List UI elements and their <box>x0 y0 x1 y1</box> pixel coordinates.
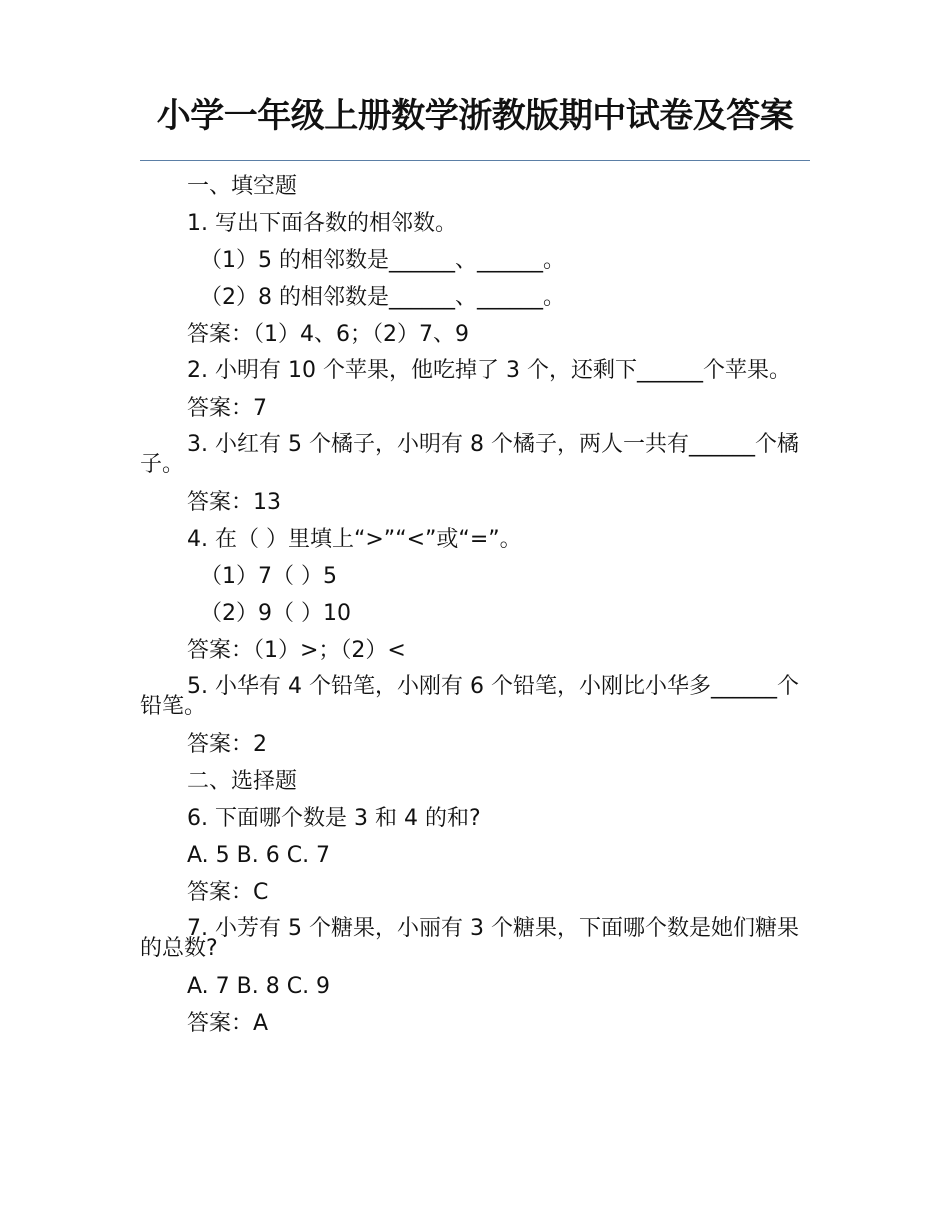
answer-1: 答案：（1）4、6；（2）7、9 <box>187 322 469 347</box>
question-3: 3. 小红有 5 个橘子，小明有 8 个橘子，两人一共有______个橘子。 <box>140 432 799 477</box>
answer-7: 答案：A <box>187 1011 269 1036</box>
answer-2: 答案：7 <box>187 396 267 421</box>
answer-4: 答案：（1）>；（2）< <box>187 638 406 663</box>
question-6: 6. 下面哪个数是 3 和 4 的和? <box>187 806 481 831</box>
document-body <box>140 176 810 1050</box>
question-5: 5. 小华有 4 个铅笔，小刚有 6 个铅笔，小刚比小华多______个铅笔。 <box>140 674 799 719</box>
title-divider <box>140 160 810 161</box>
question-6-options: A. 5 B. 6 C. 7 <box>187 843 331 868</box>
question-4: 4. 在（ ）里填上“>”“<”或“=”。 <box>187 527 522 552</box>
question-7-options: A. 7 B. 8 C. 9 <box>187 974 331 999</box>
question-4-part-2: （2）9（ ）10 <box>200 601 351 626</box>
question-7: 7. 小芳有 5 个糖果，小丽有 3 个糖果，下面哪个数是她们糖果的总数? <box>140 916 799 961</box>
question-1-part-1: （1）5 的相邻数是______、______。 <box>200 248 565 273</box>
question-1: 1. 写出下面各数的相邻数。 <box>187 211 457 236</box>
section-heading-multiple-choice: 二、选择题 <box>187 769 298 794</box>
page-title: 小学一年级上册数学浙教版期中试卷及答案 <box>156 96 794 136</box>
question-1-part-2: （2）8 的相邻数是______、______。 <box>200 285 565 310</box>
question-4-part-1: （1）7（ ）5 <box>200 564 337 589</box>
question-2: 2. 小明有 10 个苹果，他吃掉了 3 个，还剩下______个苹果。 <box>187 358 791 383</box>
answer-6: 答案：C <box>187 880 269 905</box>
answer-3: 答案：13 <box>187 490 281 515</box>
section-heading-fill-in: 一、填空题 <box>187 174 298 199</box>
answer-5: 答案：2 <box>187 732 267 757</box>
